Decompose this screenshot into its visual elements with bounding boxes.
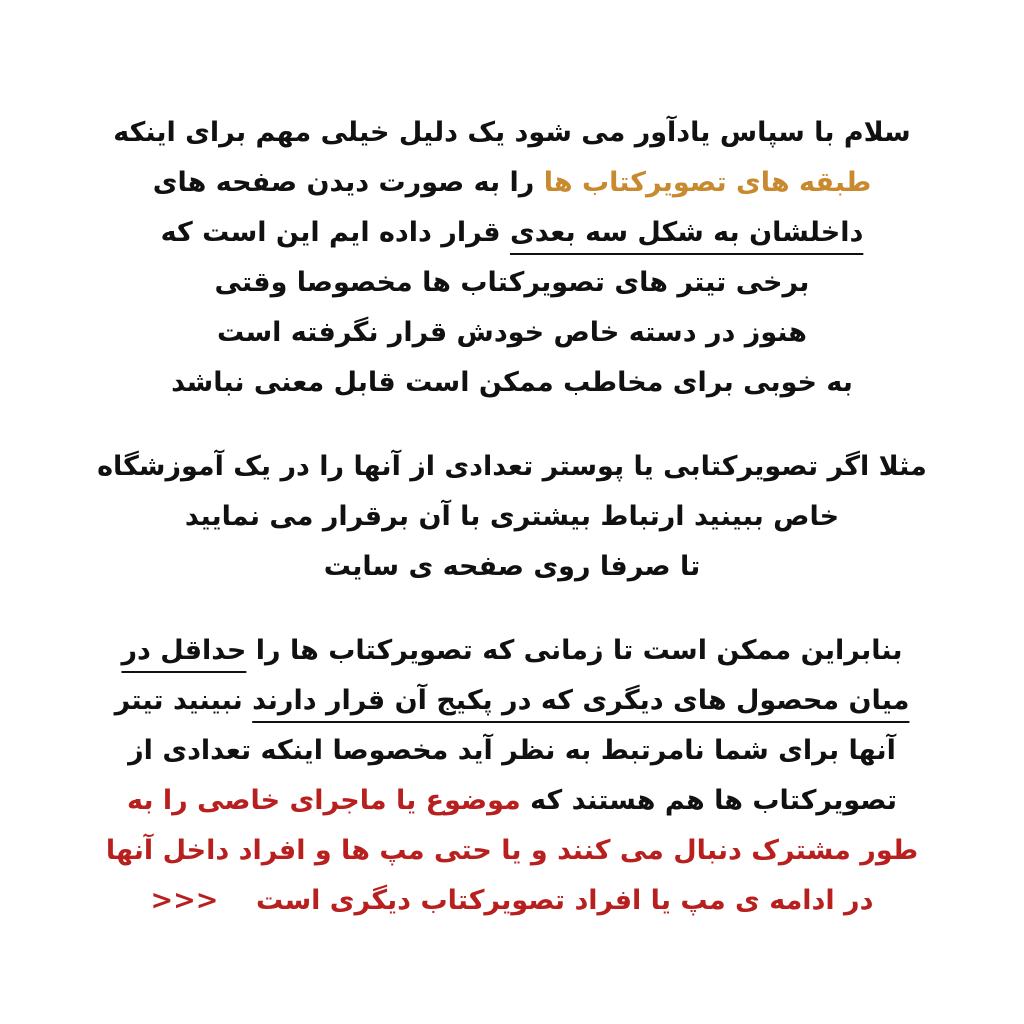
paragraph-1-line-3 xyxy=(60,208,964,258)
paragraph-spacer xyxy=(60,408,964,442)
document-body xyxy=(60,108,964,926)
highlight-phrase-gold: طبقه های تصویرکتاب ها xyxy=(543,167,872,198)
paragraph-3-line-5: طور مشترک دنبال می کنند و یا حتی مپ ها و افراد داخل آنها xyxy=(105,835,919,866)
paragraph-1-line-2 xyxy=(60,158,964,208)
paragraph-2-line-3: تا صرفا روی صفحه ی سایت xyxy=(323,551,701,582)
paragraph-3-line-2-rest: نبینید تیتر xyxy=(114,685,253,716)
paragraph-1-line-6: به خوبی برای مخاطب ممکن است قابل معنی نباشد xyxy=(171,367,853,398)
paragraph-3-line-4-start: تصویرکتاب ها هم هستند که xyxy=(520,785,898,816)
underlined-phrase-at-least: حداقل در xyxy=(121,635,247,666)
paragraph-3-line-1 xyxy=(60,626,964,676)
continue-arrows: >>> xyxy=(150,885,219,916)
paragraph-1 xyxy=(60,108,964,408)
paragraph-3-line-6 xyxy=(60,876,964,926)
paragraph-1-line-1: سلام با سپاس یادآور می شود یک دلیل خیلی مهم برای اینکه xyxy=(113,117,911,148)
paragraph-3-line-1-start: بنابراین ممکن است تا زمانی که تصویرکتاب ها را xyxy=(246,635,903,666)
paragraph-1-line-2-rest: را به صورت دیدن صفحه های xyxy=(152,167,544,198)
underlined-phrase-3d: داخلشان به شکل سه بعدی xyxy=(509,217,864,248)
paragraph-1-line-4: برخی تیتر های تصویرکتاب ها مخصوصا وقتی xyxy=(214,267,810,298)
paragraph-3-line-3: آنها برای شما نامرتبط به نظر آید مخصوصا اینکه تعدادی از xyxy=(128,735,896,766)
underlined-phrase-package: میان محصول های دیگری که در پکیج آن قرار دارند xyxy=(252,685,910,716)
paragraph-2-line-1: مثلا اگر تصویرکتابی یا پوستر تعدادی از آنها را در یک آموزشگاه xyxy=(97,451,927,482)
paragraph-3 xyxy=(60,626,964,926)
paragraph-3-line-2 xyxy=(60,676,964,726)
paragraph-1-line-3-rest: قرار داده ایم این است که xyxy=(160,217,510,248)
paragraph-2-line-2: خاص ببینید ارتباط بیشتری با آن برقرار می نمایید xyxy=(184,501,840,532)
paragraph-3-line-6-text: در ادامه ی مپ یا افراد تصویرکتاب دیگری است xyxy=(256,885,874,916)
paragraph-spacer xyxy=(60,592,964,626)
highlight-phrase-red: موضوع یا ماجرای خاصی را به xyxy=(126,785,521,816)
paragraph-1-line-5: هنوز در دسته خاص خودش قرار نگرفته است xyxy=(216,317,807,348)
paragraph-2 xyxy=(60,442,964,592)
paragraph-3-line-4 xyxy=(60,776,964,826)
